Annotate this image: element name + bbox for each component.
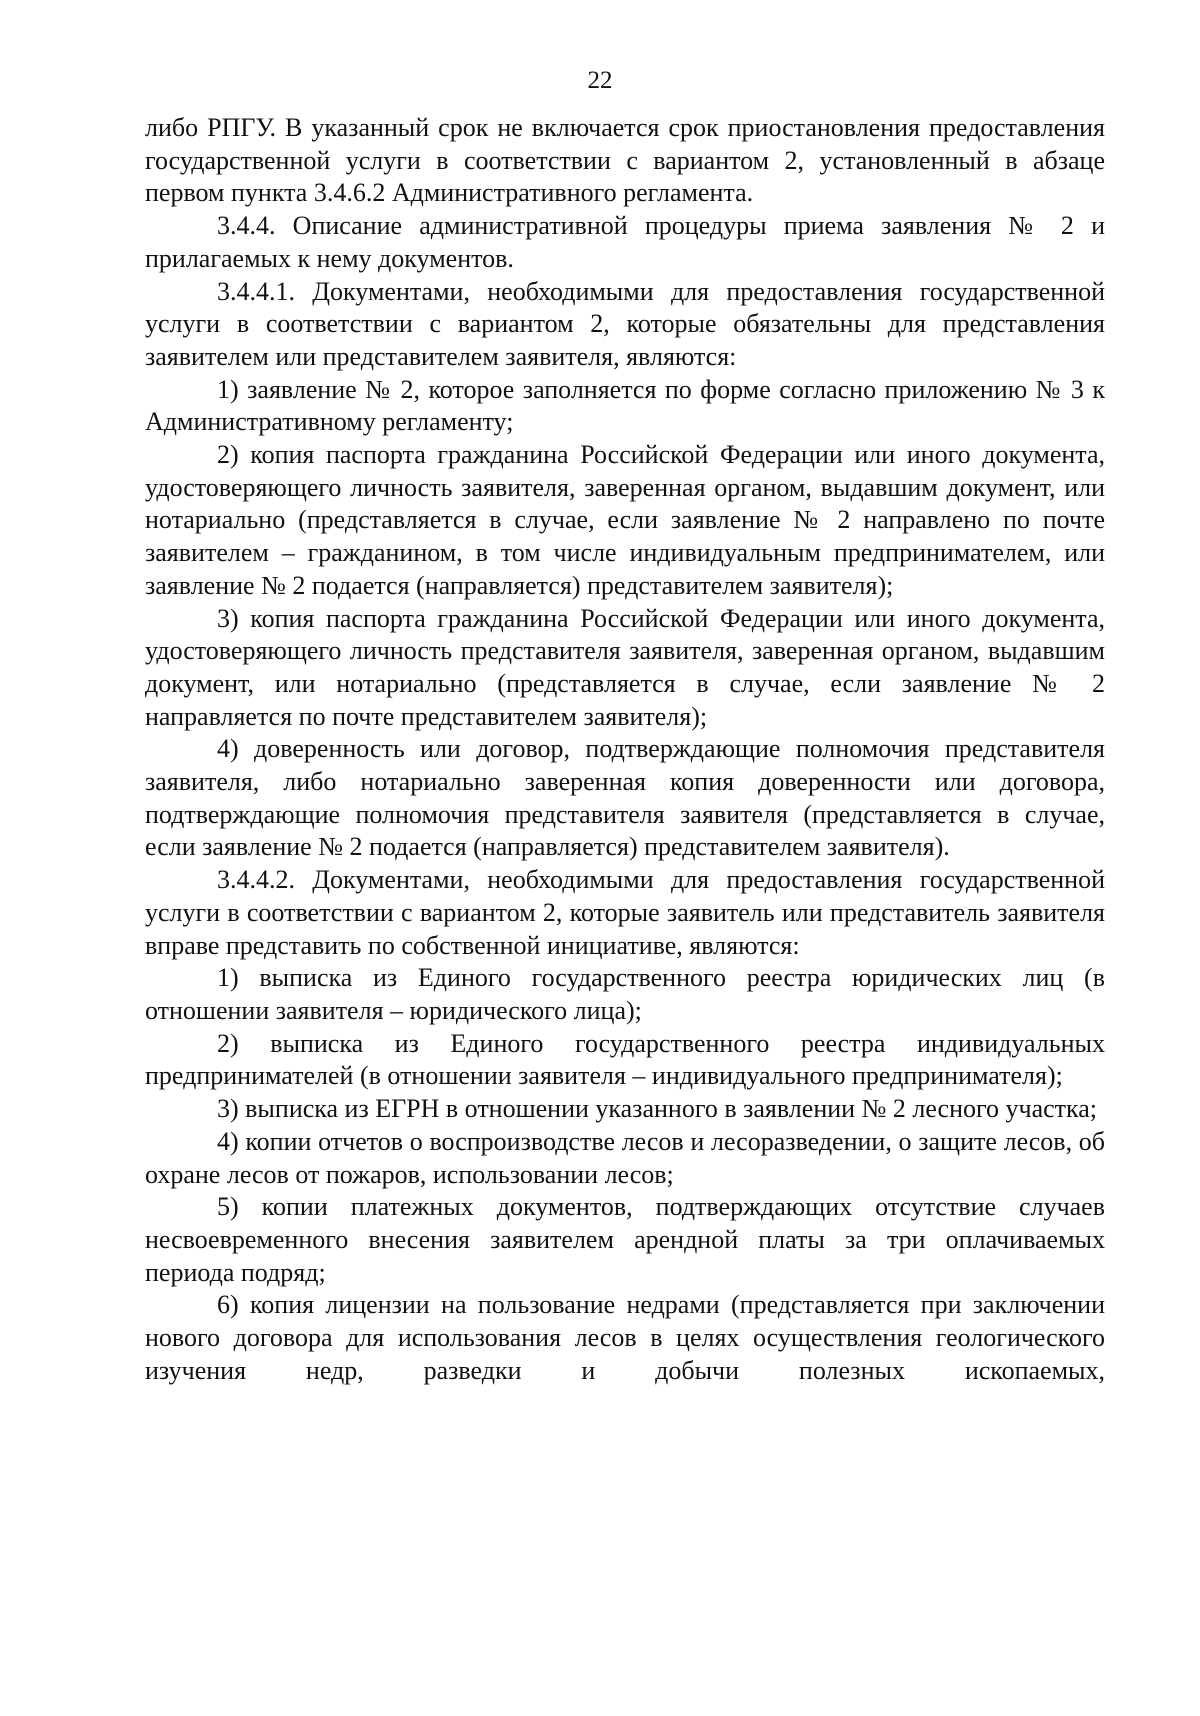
list-item-3-4-4-2-3: 3) выписка из ЕГРН в отношении указанного в заявлении № 2 лесного участка; — [217, 1094, 1098, 1124]
document-body — [145, 112, 1105, 1387]
paragraph-section-3-4-4-2: 3.4.4.2. Документами, необходимыми для предоставления государственной услуги в соответствии с вариантом 2, которые заявитель или представитель заявителя вправе представить по собственной инициативе, являются: — [145, 865, 1105, 960]
list-item-3-4-4-1-3: 3) копия паспорта гражданина Российской Федерации или иного документа, удостоверяющего личность представителя заявителя, заверенная органом, выдавшим документ, или нотариально (представляется в случае, если заявление № 2 направляется по почте представителем заявителя); — [145, 603, 1105, 731]
paragraph-section-3-4-4: 3.4.4. Описание административной процедуры приема заявления № 2 и прилагаемых к нему документов. — [145, 211, 1105, 273]
list-item-3-4-4-2-1: 1) выписка из Единого государственного реестра юридических лиц (в отношении заявителя – юридического лица); — [145, 963, 1105, 1025]
list-item-3-4-4-2-6: 6) копия лицензии на пользование недрами (представляется при заключении нового договора для использования лесов в целях осуществления геологического изучения недр, разведки и добычи полезных ископаемых, — [145, 1290, 1105, 1385]
list-item-3-4-4-2-5: 5) копии платежных документов, подтверждающих отсутствие случаев несвоевременного внесения заявителем арендной платы за три оплачиваемых периода подряд; — [145, 1192, 1105, 1287]
list-item-3-4-4-1-4: 4) доверенность или договор, подтверждающие полномочия представителя заявителя, либо нотариально заверенная копия доверенности или договора, подтверждающие полномочия представителя заявителя (представляется в случае, если заявление № 2 подается (направляется) представителем заявителя). — [145, 734, 1105, 862]
list-item-3-4-4-2-2: 2) выписка из Единого государственного реестра индивидуальных предпринимателей (в отношении заявителя – индивидуального предпринимателя); — [145, 1028, 1105, 1091]
page-number: 22 — [587, 67, 613, 94]
list-item-3-4-4-2-4: 4) копии отчетов о воспроизводстве лесов и лесоразведении, о защите лесов, об охране лесов от пожаров, использовании лесов; — [145, 1126, 1105, 1189]
paragraph-continuation: либо РПГУ. В указанный срок не включается срок приостановления предоставления государственной услуги в соответствии с вариантом 2, установленный в абзаце первом пункта 3.4.6.2 Административного регламента. — [145, 113, 1105, 208]
list-item-3-4-4-1-1: 1) заявление № 2, которое заполняется по форме согласно приложению № 3 к Административному регламенту; — [145, 374, 1105, 437]
list-item-3-4-4-1-2: 2) копия паспорта гражданина Российской Федерации или иного документа, удостоверяющего личность заявителя, заверенная органом, выдавшим документ, или нотариально (представляется в случае, если заявление № 2 направлено по почте заявителем – гражданином, в том числе индивидуальным предпринимателем, или заявление № 2 подается (направляется) представителем заявителя); — [145, 440, 1105, 600]
paragraph-section-3-4-4-1: 3.4.4.1. Документами, необходимыми для предоставления государственной услуги в соответствии с вариантом 2, которые обязательны для представления заявителем или представителем заявителя, являются: — [145, 276, 1105, 371]
